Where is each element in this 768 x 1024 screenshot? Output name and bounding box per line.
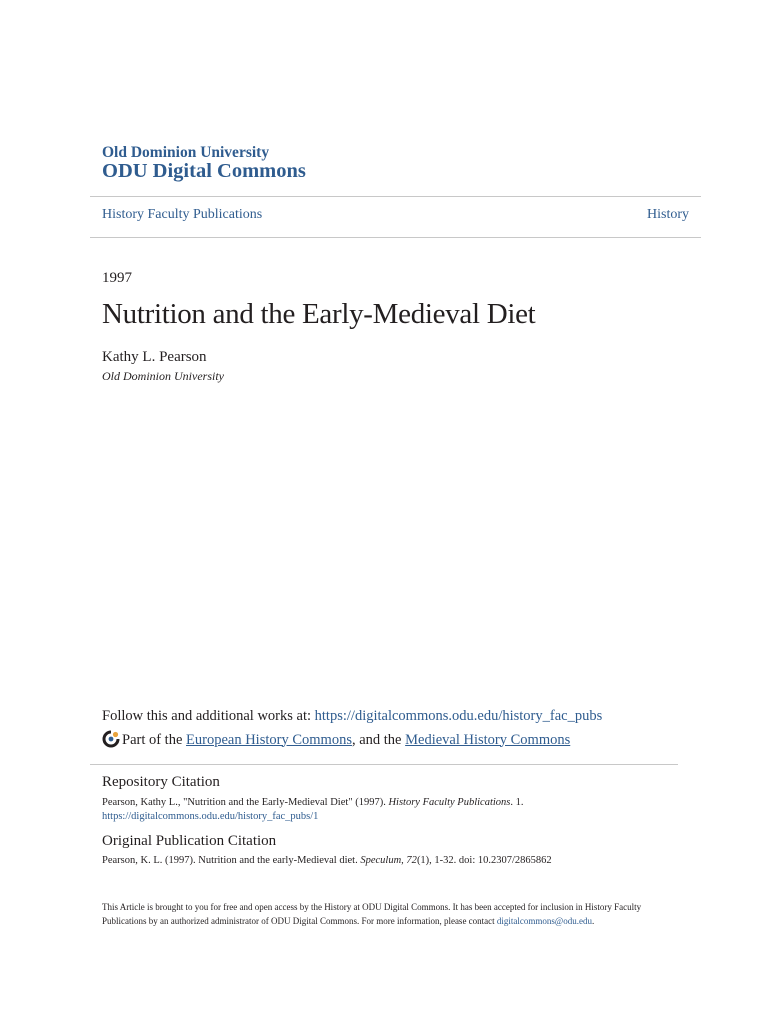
rep-citation-series: History Faculty Publications xyxy=(388,797,511,808)
rep-citation-post: . 1. xyxy=(510,797,524,808)
department-link[interactable]: History xyxy=(647,207,689,222)
european-history-commons-link[interactable]: European History Commons xyxy=(186,731,352,748)
repository-citation-heading: Repository Citation xyxy=(102,774,220,790)
rep-citation-pre: Pearson, Kathy L., "Nutrition and the Early-Medieval Diet" (1997). xyxy=(102,797,389,808)
orig-citation-journal: Speculum, 72 xyxy=(360,855,417,866)
orig-citation-pre: Pearson, K. L. (1997). Nutrition and the early-Medieval diet. xyxy=(102,855,361,866)
author-affiliation: Old Dominion University xyxy=(102,369,224,383)
follow-url-link[interactable]: https://digitalcommons.odu.edu/history_fac_pubs xyxy=(314,708,603,724)
author-name: Kathy L. Pearson xyxy=(102,349,207,365)
divider-top xyxy=(90,196,701,197)
article-title: Nutrition and the Early-Medieval Diet xyxy=(102,298,536,330)
original-citation-heading: Original Publication Citation xyxy=(102,833,277,849)
contact-email-link[interactable]: digitalcommons@odu.edu xyxy=(496,916,592,926)
partof-mid: , and the xyxy=(351,731,402,748)
divider-citation xyxy=(90,764,678,765)
repository-name[interactable]: ODU Digital Commons xyxy=(102,160,306,182)
series-link[interactable]: History Faculty Publications xyxy=(102,207,263,222)
follow-line xyxy=(102,708,602,725)
repository-citation-url[interactable]: https://digitalcommons.odu.edu/history_fac_pubs/1 xyxy=(102,811,319,822)
institution-name[interactable]: Old Dominion University xyxy=(102,144,270,161)
follow-prefix: Follow this and additional works at: xyxy=(102,708,315,724)
divider-nav xyxy=(90,237,701,238)
part-of-line xyxy=(102,731,570,749)
original-citation-text xyxy=(102,854,552,868)
repository-citation-text xyxy=(102,796,524,810)
medieval-history-commons-link[interactable]: Medieval History Commons xyxy=(405,731,571,748)
network-icon xyxy=(102,730,120,748)
orig-citation-post: (1), 1-32. doi: 10.2307/2865862 xyxy=(416,855,552,866)
footer-text: This Article is brought to you for free and open access by the History at ODU Digital Commons. It has been accepted for inclusion in History Faculty Publications by an authorized administrator of ODU Digital Commons. For more information, please contact xyxy=(102,902,642,926)
partof-prefix: Part of the xyxy=(122,731,183,748)
publication-year: 1997 xyxy=(102,270,132,286)
footer-notice xyxy=(102,900,682,928)
footer-end: . xyxy=(591,916,595,926)
